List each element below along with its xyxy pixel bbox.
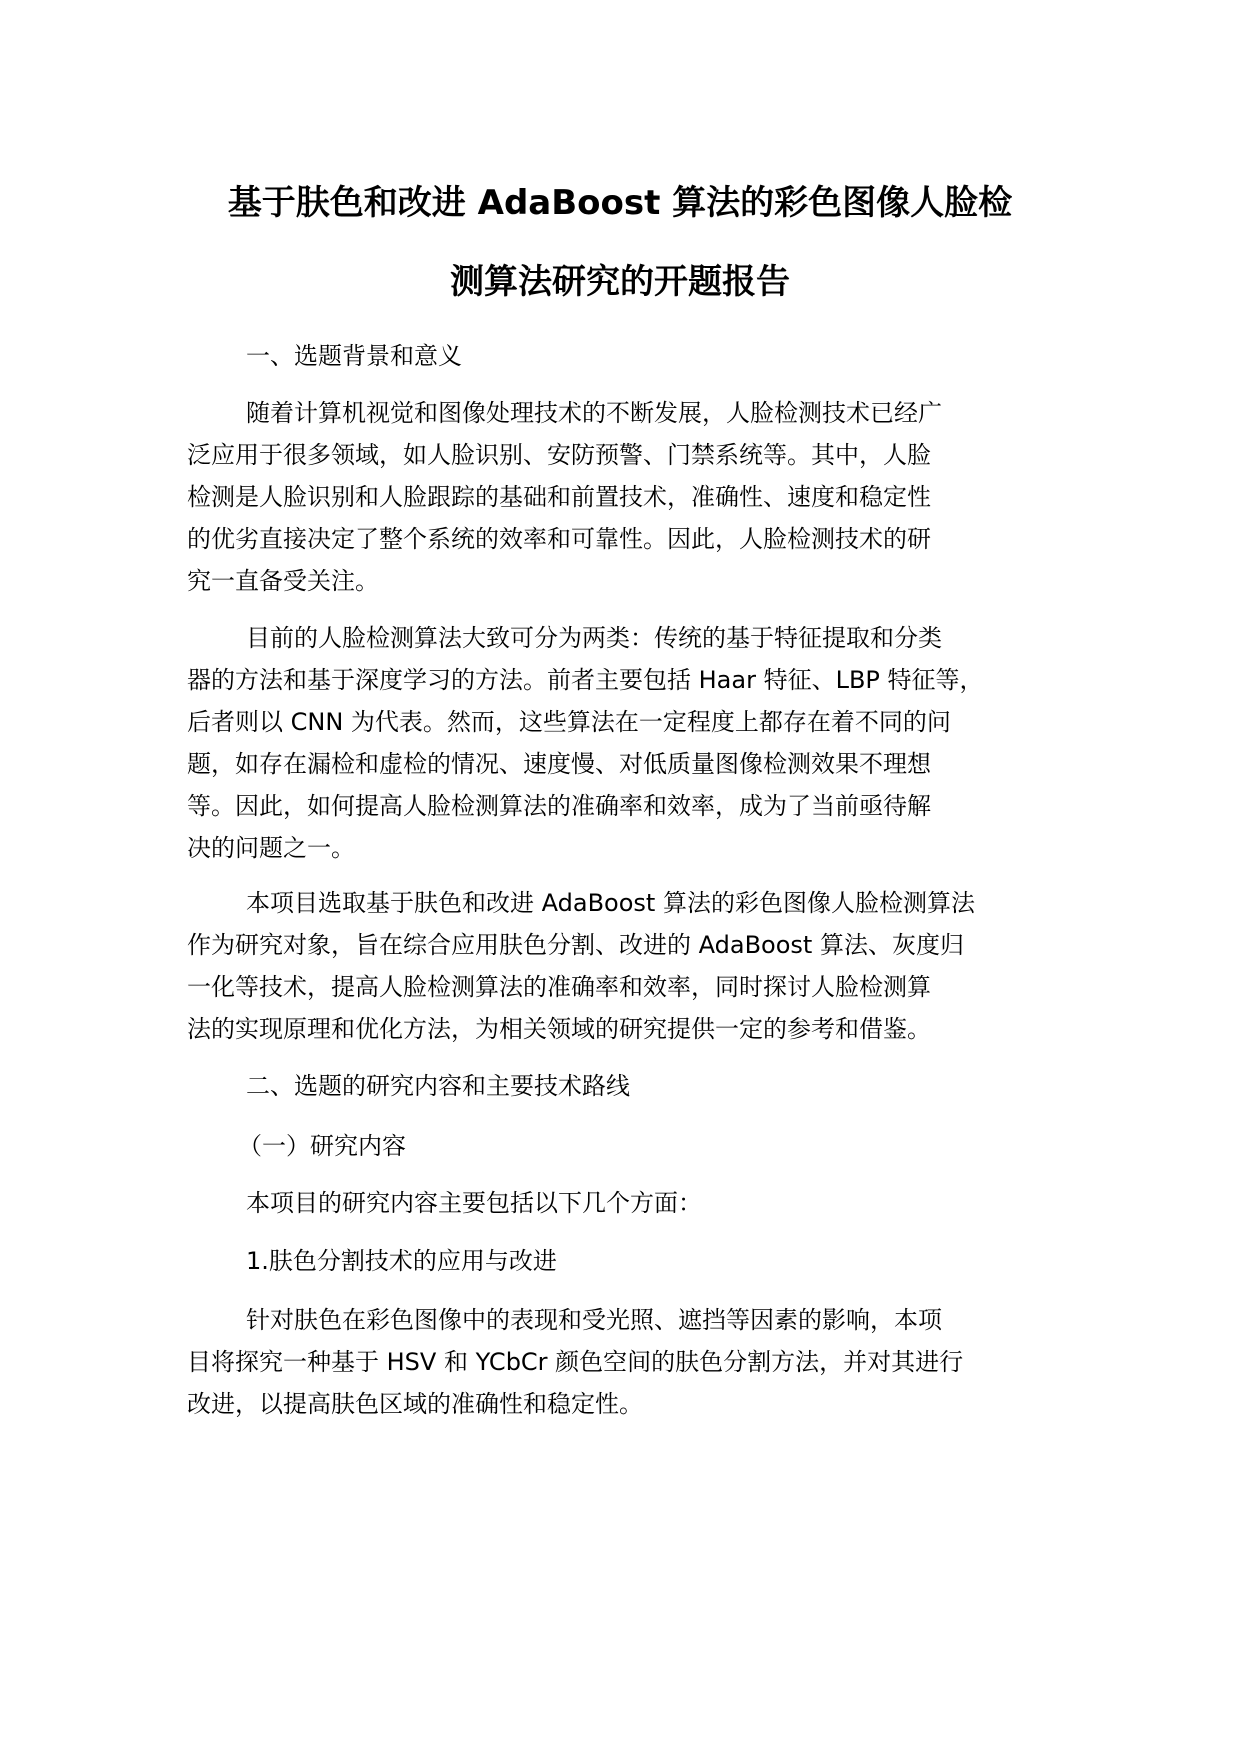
- paragraph-line: 一化等技术，提高人脸检测算法的准确率和效率，同时探讨人脸检测算: [187, 973, 931, 1001]
- section-heading-research-content: 二、选题的研究内容和主要技术路线: [246, 1072, 630, 1100]
- document-title-line-2: 测算法研究的开题报告: [450, 262, 790, 302]
- paragraph-line: 针对肤色在彩色图像中的表现和受光照、遮挡等因素的影响，本项: [246, 1306, 942, 1334]
- paragraph-line: 究一直备受关注。: [187, 567, 379, 595]
- paragraph-line: 随着计算机视觉和图像处理技术的不断发展，人脸检测技术已经广: [246, 399, 942, 427]
- subsection-heading: （一）研究内容: [238, 1132, 406, 1160]
- paragraph-line: 等。因此，如何提高人脸检测算法的准确率和效率，成为了当前亟待解: [187, 792, 931, 820]
- paragraph-line: 器的方法和基于深度学习的方法。前者主要包括 Haar 特征、LBP 特征等，: [187, 666, 984, 694]
- paragraph-line: 法的实现原理和优化方法，为相关领域的研究提供一定的参考和借鉴。: [187, 1015, 931, 1043]
- paragraph-line: 改进，以提高肤色区域的准确性和稳定性。: [187, 1390, 643, 1418]
- paragraph-line: 泛应用于很多领域，如人脸识别、安防预警、门禁系统等。其中，人脸: [187, 441, 931, 469]
- paragraph-line: 目将探究一种基于 HSV 和 YCbCr 颜色空间的肤色分割方法，并对其进行: [187, 1348, 964, 1376]
- paragraph-line: 题，如存在漏检和虚检的情况、速度慢、对低质量图像检测效果不理想: [187, 750, 931, 778]
- paragraph-line: 检测是人脸识别和人脸跟踪的基础和前置技术，准确性、速度和稳定性: [187, 483, 931, 511]
- paragraph-line: 本项目的研究内容主要包括以下几个方面：: [246, 1189, 702, 1217]
- document-title-line-1: 基于肤色和改进 AdaBoost 算法的彩色图像人脸检: [227, 183, 1013, 223]
- paragraph-line: 本项目选取基于肤色和改进 AdaBoost 算法的彩色图像人脸检测算法: [246, 889, 975, 917]
- paragraph-line: 的优劣直接决定了整个系统的效率和可靠性。因此，人脸检测技术的研: [187, 525, 931, 553]
- paragraph-line: 后者则以 CNN 为代表。然而，这些算法在一定程度上都存在着不同的问: [187, 708, 951, 736]
- paragraph-line: 决的问题之一。: [187, 834, 355, 862]
- paragraph-line: 作为研究对象，旨在综合应用肤色分割、改进的 AdaBoost 算法、灰度归: [187, 931, 964, 959]
- section-heading-background: 一、选题背景和意义: [246, 342, 462, 370]
- item-heading: 1.肤色分割技术的应用与改进: [246, 1247, 557, 1275]
- paragraph-line: 目前的人脸检测算法大致可分为两类：传统的基于特征提取和分类: [246, 624, 942, 652]
